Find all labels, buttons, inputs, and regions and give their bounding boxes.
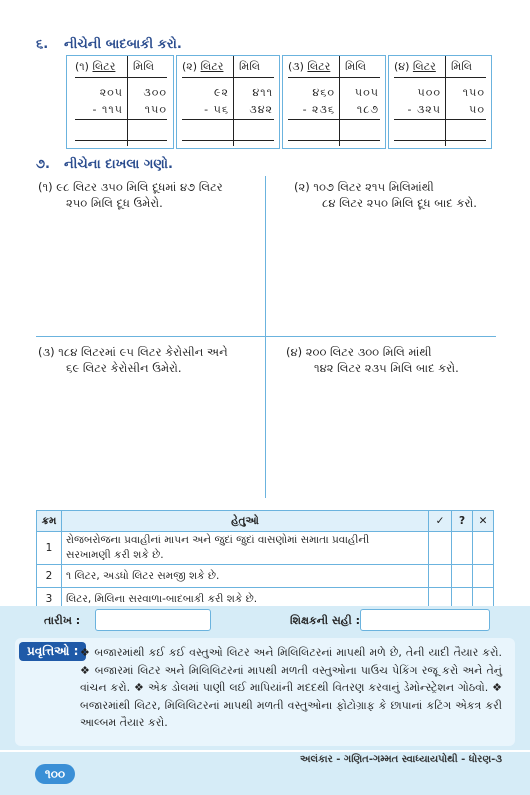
activity-text: ❖ બજારમાંથી કઈ કઈ વસ્તુઓ લિટર અને મિલિલિટરનાં માપથી મળે છે, તેની યાદી તૈયાર કરો. ❖ બજારમાં લિટર અને મિલિલિટરનાં માપથી મળતી વસ્તુઓના પાઉચ પેકિંગ રજૂ કરો અને તેનું વાંચન કરો. ❖ એક ડોલમાં પાણી લઈ માપિયાંની મદદથી વિતરણ કરવાનું ડેમોન્સ્ટ્રેશન ગોઠવો. ❖ બજારમાંથી લિટર, મિલિલિટરનાં માપથી મળતી વસ્તુઓના ફોટોગ્રાફ કે છાપાનાં કટિંગ એકત્ર કરી આલ્બમ તૈયાર કરો. <box>80 646 502 729</box>
problems-vertical-divider <box>265 176 266 498</box>
question-cell[interactable] <box>452 532 473 565</box>
row-text: ૧ લિટર, અડધો લિટર સમજી શકે છે. <box>62 565 429 588</box>
tick-cell[interactable] <box>429 565 452 588</box>
minuend-ml: ૪૧૧ <box>252 86 273 99</box>
subtrahend-ml: ૩૪૨ <box>249 103 273 116</box>
date-field[interactable] <box>95 609 211 631</box>
unit-ml: મિલિ <box>451 60 473 73</box>
minuend-ml: ૩૦૦ <box>143 86 167 99</box>
unit-liter: લિટર <box>200 60 224 73</box>
page-number: ૧૦૦ <box>35 764 75 784</box>
minuend-liter: ૨૦૫ <box>99 86 123 99</box>
row-number: 2 <box>37 565 62 588</box>
question-cell[interactable] <box>452 565 473 588</box>
row-text <box>62 532 429 565</box>
subtrahend-ml: ૫૦ <box>469 103 485 116</box>
section-6-title: નીચેની બાદબાકી કરો. <box>64 37 182 52</box>
section-7-title: નીચેના દાખલા ગણો. <box>64 157 173 172</box>
col-goal-header: હેતુઓ <box>62 511 429 532</box>
problem-text-line2: ૬૯ લિટર કેરોસીન ઉમેરો. <box>66 361 182 375</box>
problem-3 <box>38 344 263 376</box>
signature-label: શિક્ષકની સહી : <box>290 614 360 627</box>
cross-cell[interactable] <box>473 565 494 588</box>
section-7-number: ૭. <box>36 157 50 172</box>
subtrahend-liter: - ૧૧૫ <box>92 103 123 116</box>
unit-ml: મિલિ <box>345 60 367 73</box>
problem-index: (૨) <box>294 180 310 194</box>
row-number: 1 <box>37 532 62 565</box>
table-row <box>37 532 494 565</box>
minuend-ml: ૧૫૦ <box>462 86 485 99</box>
subtrahend-liter: - ૨૩૬ <box>302 103 335 116</box>
minuend-liter: ૯૨ <box>214 86 229 99</box>
signature-field[interactable] <box>360 609 490 631</box>
unit-liter: લિટર <box>92 60 116 73</box>
minuend-liter: ૪૬૦ <box>312 86 335 99</box>
table-row <box>37 565 494 588</box>
subtraction-box-2 <box>176 55 280 149</box>
problem-text-line1: ૨૦૦ લિટર ૩૦૦ મિલિ માંથી <box>305 345 432 359</box>
minuend-ml: ૫૦૫ <box>354 86 379 99</box>
unit-ml: મિલિ <box>239 60 261 73</box>
problems-horizontal-divider <box>36 336 496 337</box>
problem-text-line1: ૧૮૪ લિટરમાં ૯૫ લિટર કેરોસીન અને <box>58 345 228 359</box>
problem-index: (૧) <box>38 180 53 194</box>
section-6-number: ૬. <box>36 37 49 52</box>
row-text-line1: રોજબરોજના પ્રવાહીનાં માપન અને જુદાં જુદાં વાસણોમાં સમાતા પ્રવાહીની <box>66 534 370 546</box>
subtrahend-ml: ૧૮૭ <box>356 103 379 116</box>
box-index: (૧) <box>75 60 89 73</box>
problem-text-line2: ૮૪ લિટર ૨૫૦ મિલિ દૂધ બાદ કરો. <box>322 196 477 210</box>
objectives-table <box>36 510 494 611</box>
unit-liter: લિટર <box>307 60 331 73</box>
row-text-line2: સરખામણી કરી શકે છે. <box>66 549 164 561</box>
box-index: (૨) <box>182 60 198 73</box>
unit-liter: લિટર <box>412 60 436 73</box>
col-question-header: ? <box>452 511 473 532</box>
subtraction-box-3 <box>282 55 386 149</box>
subtrahend-liter: - ૫૬ <box>204 103 229 116</box>
problem-text-line2: ૧૪૨ લિટર ૨૩૫ મિલિ બાદ કરો. <box>314 361 459 375</box>
cross-cell[interactable] <box>473 532 494 565</box>
book-title-footer: અલંકાર - ગણિત-ગમ્મત સ્વાધ્યાયપોથી - ધોરણ-૩ <box>300 754 502 765</box>
col-cross-header: ✕ <box>473 511 494 532</box>
problem-text-line1: ૯૮ લિટર ૩૫૦ મિલિ દૂધમાં ૪૭ લિટર <box>56 180 223 194</box>
box-index: (૪) <box>394 60 410 73</box>
problem-2 <box>294 179 519 211</box>
problem-index: (૩) <box>38 345 55 359</box>
problem-text-line1: ૧૦૭ લિટર ૨૧૫ મિલિમાંથી <box>313 180 434 194</box>
subtraction-box-4 <box>388 55 492 149</box>
problem-index: (૪) <box>286 345 303 359</box>
row-text: લિટર, મિલિના સરવાળા-બાદબાકી કરી શકે છે. <box>62 588 429 611</box>
subtrahend-ml: ૧૫૦ <box>144 103 167 116</box>
col-number-header: ક્રમ <box>37 511 62 532</box>
row-number: 3 <box>37 588 62 611</box>
unit-ml: મિલિ <box>133 60 155 73</box>
subtrahend-liter: - ૩૨૫ <box>407 103 441 116</box>
problem-4 <box>286 344 516 376</box>
problem-text-line2: ૨૫૦ મિલિ દૂધ ઉમેરો. <box>66 196 163 210</box>
col-tick-header: ✓ <box>429 511 452 532</box>
minuend-liter: ૫૦૦ <box>417 86 441 99</box>
problem-1 <box>38 179 263 211</box>
activity-label: પ્રવૃત્તિઓ : <box>19 642 86 661</box>
subtraction-box-1 <box>66 55 174 149</box>
date-label: તારીખ : <box>44 614 81 627</box>
tick-cell[interactable] <box>429 532 452 565</box>
box-index: (૩) <box>288 60 304 73</box>
